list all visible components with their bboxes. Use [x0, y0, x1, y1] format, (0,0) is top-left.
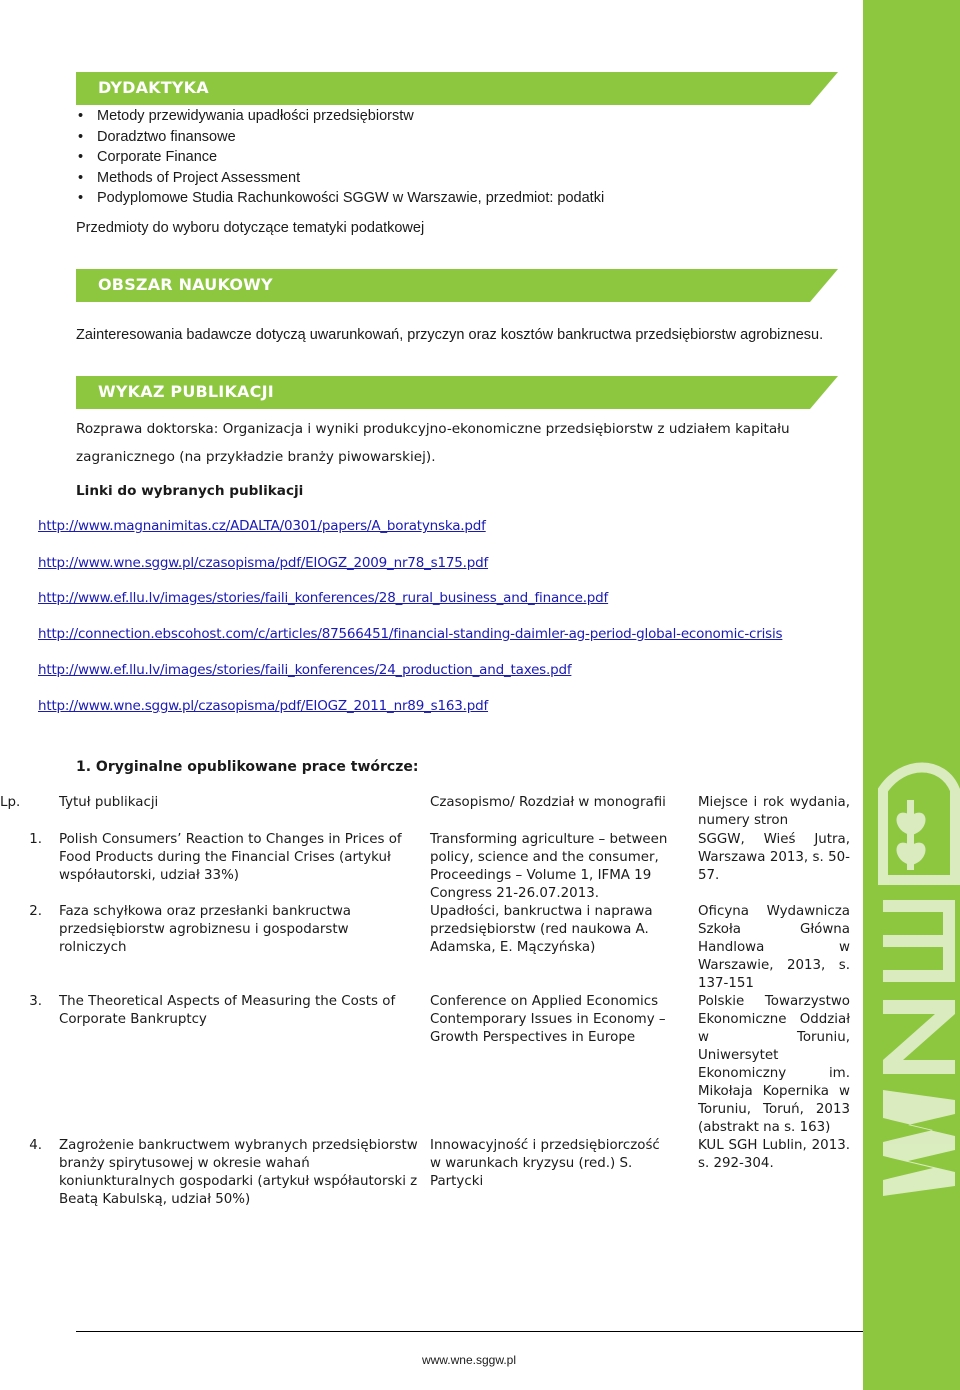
list-item: • Metody przewidywania upadłości przedsiębiorstw	[76, 106, 604, 127]
publication-link[interactable]: http://www.magnanimitas.cz/ADALTA/0301/papers/A_boratynska.pdf	[38, 518, 486, 534]
research-text: Zainteresowania badawcze dotyczą uwarunkowań, przyczyn oraz kosztów bankructwa przedsiębiorstw agrobiznesu.	[76, 327, 824, 343]
research-title: OBSZAR NAUKOWY	[98, 275, 273, 294]
publication-place: Polskie Towarzystwo Ekonomiczne Oddział w Toruniu, Uniwersytet Ekonomiczny im. Mikołaja Kopernika w Toruniu, Toruń, 2013 (abstrakt na s. 163)	[698, 994, 850, 1135]
column-header-title: Tytuł publikacji	[59, 795, 159, 810]
wne-logo-icon	[863, 760, 960, 1230]
teaching-banner	[76, 72, 838, 105]
teaching-list	[76, 106, 604, 209]
teaching-title: DYDAKTYKA	[98, 78, 209, 97]
publication-place: Oficyna Wydawnicza Szkoła Główna Handlowa w Warszawie, 2013, s. 137-151	[698, 904, 850, 991]
publication-link[interactable]: http://www.wne.sggw.pl/czasopisma/pdf/EIOGZ_2011_nr89_s163.pdf	[38, 698, 489, 714]
publication-title: Zagrożenie bankructwem wybranych przedsiębiorstw branży spirytusowej w okresie wahań koniunkturalnych gospodarki (artykuł współautorski z Beatą Kabulską, udział 50%)	[59, 1138, 418, 1207]
research-banner	[76, 269, 838, 302]
row-number: 3.	[29, 994, 42, 1009]
teaching-note: Przedmioty do wyboru dotyczące tematyki podatkowej	[76, 220, 425, 236]
side-brand-band	[863, 0, 960, 1390]
publication-title: Faza schyłkowa oraz przesłanki bankructwa przedsiębiorstw agrobiznesu i gospodarstw rolniczych	[59, 904, 351, 955]
publication-link[interactable]: http://www.ef.llu.lv/images/stories/faili_konferences/24_production_and_taxes.pdf	[38, 662, 572, 678]
publication-journal: Conference on Applied Economics Contemporary Issues in Economy – Growth Perspectives in Europe	[430, 994, 666, 1045]
publication-journal: Transforming agriculture – between policy, science and the consumer, Proceedings – Volume 1, IFMA 19 Congress 21-26.07.2013.	[430, 832, 668, 901]
publication-title: Polish Consumers’ Reaction to Changes in Prices of Food Products during the Financial Crises (artykuł współautorski, udział 33%)	[59, 832, 402, 883]
publication-place: KUL SGH Lublin, 2013. s. 292-304.	[698, 1138, 850, 1171]
publications-title: WYKAZ PUBLIKACJI	[98, 382, 274, 401]
publication-link[interactable]: http://www.ef.llu.lv/images/stories/faili_konferences/28_rural_business_and_finance.pdf	[38, 590, 609, 606]
thesis-line-2: zagranicznego (na przykładzie branży piwowarskiej).	[76, 449, 436, 465]
row-number: 4.	[29, 1138, 42, 1153]
publication-place: SGGW, Wieś Jutra, Warszawa 2013, s. 50-57.	[698, 832, 850, 883]
row-number: 1.	[29, 832, 42, 847]
footer-divider	[76, 1331, 863, 1332]
list-item: • Methods of Project Assessment	[76, 168, 604, 189]
footer-url[interactable]: www.wne.sggw.pl	[421, 1353, 517, 1367]
publication-link[interactable]: http://www.wne.sggw.pl/czasopisma/pdf/EIOGZ_2009_nr78_s175.pdf	[38, 555, 489, 571]
publications-banner	[76, 376, 838, 409]
column-header-place: Miejsce i rok wydania, numery stron	[698, 795, 850, 828]
publication-link[interactable]: http://connection.ebscohost.com/c/articles/87566451/financial-standing-daimler-ag-period-global-economic-crisis	[38, 626, 783, 642]
column-header-lp: Lp.	[0, 795, 21, 810]
publication-title: The Theoretical Aspects of Measuring the Costs of Corporate Bankruptcy	[59, 994, 396, 1027]
publication-journal: Innowacyjność i przedsiębiorczość w warunkach kryzysu (red.) S. Partycki	[430, 1138, 660, 1189]
list-item: • Doradztwo finansowe	[76, 127, 604, 148]
row-number: 2.	[29, 904, 42, 919]
original-works-heading: 1. Oryginalne opublikowane prace twórcze:	[76, 759, 419, 775]
list-item: • Podyplomowe Studia Rachunkowości SGGW w Warszawie, przedmiot: podatki	[76, 188, 604, 209]
list-item: • Corporate Finance	[76, 147, 604, 168]
links-heading: Linki do wybranych publikacji	[76, 483, 304, 499]
column-header-journal: Czasopismo/ Rozdział w monografii	[430, 795, 666, 810]
thesis-line-1: Rozprawa doktorska: Organizacja i wyniki produkcyjno-ekonomiczne przedsiębiorstw z udziałem kapitału	[76, 421, 790, 437]
publication-journal: Upadłości, bankructwa i naprawa przedsiębiorstw (red naukowa A. Adamska, E. Mączyńska)	[430, 904, 653, 955]
